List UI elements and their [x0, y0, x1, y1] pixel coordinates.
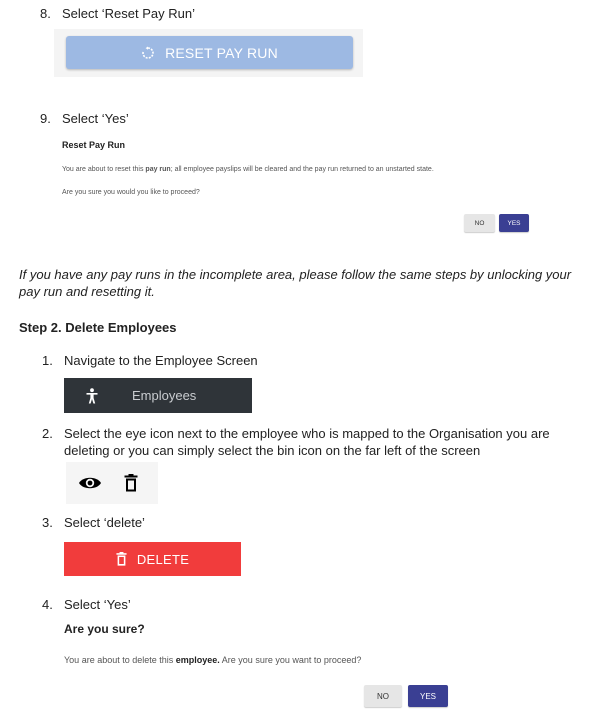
step-text: Select ‘Reset Pay Run’: [62, 6, 195, 21]
step-3: [42, 515, 145, 530]
step-number: 8.: [40, 6, 51, 21]
step-8: [40, 6, 195, 21]
dialog-message: You are about to reset this pay run; all employee payslips will be cleared and the pay run returned to an unstarted state.: [62, 166, 434, 173]
delete-button-label: DELETE: [136, 551, 190, 567]
dialog-title: Reset Pay Run: [62, 140, 126, 150]
row-actions: [66, 462, 158, 504]
note-paragraph: If you have any pay runs in the incomplete area, please follow the same steps by unlocking your pay run and resetting it.: [19, 267, 572, 299]
step-2: [42, 425, 572, 459]
dialog-message: You are about to delete this employee. Are you sure you want to proceed?: [64, 655, 362, 665]
no-button[interactable]: NO: [364, 685, 402, 707]
yes-button[interactable]: YES: [499, 214, 529, 232]
step-1: [42, 353, 258, 368]
employees-nav-item[interactable]: [64, 378, 252, 413]
step-4: [42, 597, 131, 612]
step-text: Select ‘Yes’: [62, 111, 129, 126]
bin-icon: [116, 552, 127, 566]
dialog-title: Are you sure?: [64, 622, 145, 636]
delete-button[interactable]: [64, 542, 241, 576]
step-number: 1.: [42, 353, 53, 368]
step-number: 2.: [42, 426, 53, 441]
dialog-question: Are you sure you would you like to proceed?: [62, 189, 200, 196]
bin-icon[interactable]: [124, 474, 138, 492]
employees-label: Employees: [132, 388, 197, 403]
step-text: Select ‘Yes’: [64, 597, 131, 612]
no-button[interactable]: NO: [464, 214, 495, 232]
step-number: 4.: [42, 597, 53, 612]
step-9: [40, 111, 129, 126]
step-number: 9.: [40, 111, 51, 126]
person-icon: [86, 388, 98, 404]
step-text: Select the eye icon next to the employee who is mapped to the Organisation you are deleting or you can simply select the bin icon on the far left of the screen: [64, 426, 550, 458]
step-number: 3.: [42, 515, 53, 530]
reset-button-label: RESET PAY RUN: [165, 44, 278, 61]
section-heading: Step 2. Delete Employees: [19, 320, 177, 335]
yes-button[interactable]: YES: [408, 685, 448, 707]
reset-icon: [141, 46, 155, 60]
reset-pay-run-button[interactable]: [66, 36, 353, 69]
step-text: Navigate to the Employee Screen: [64, 353, 258, 368]
eye-icon[interactable]: [78, 475, 102, 491]
step-text: Select ‘delete’: [64, 515, 145, 530]
